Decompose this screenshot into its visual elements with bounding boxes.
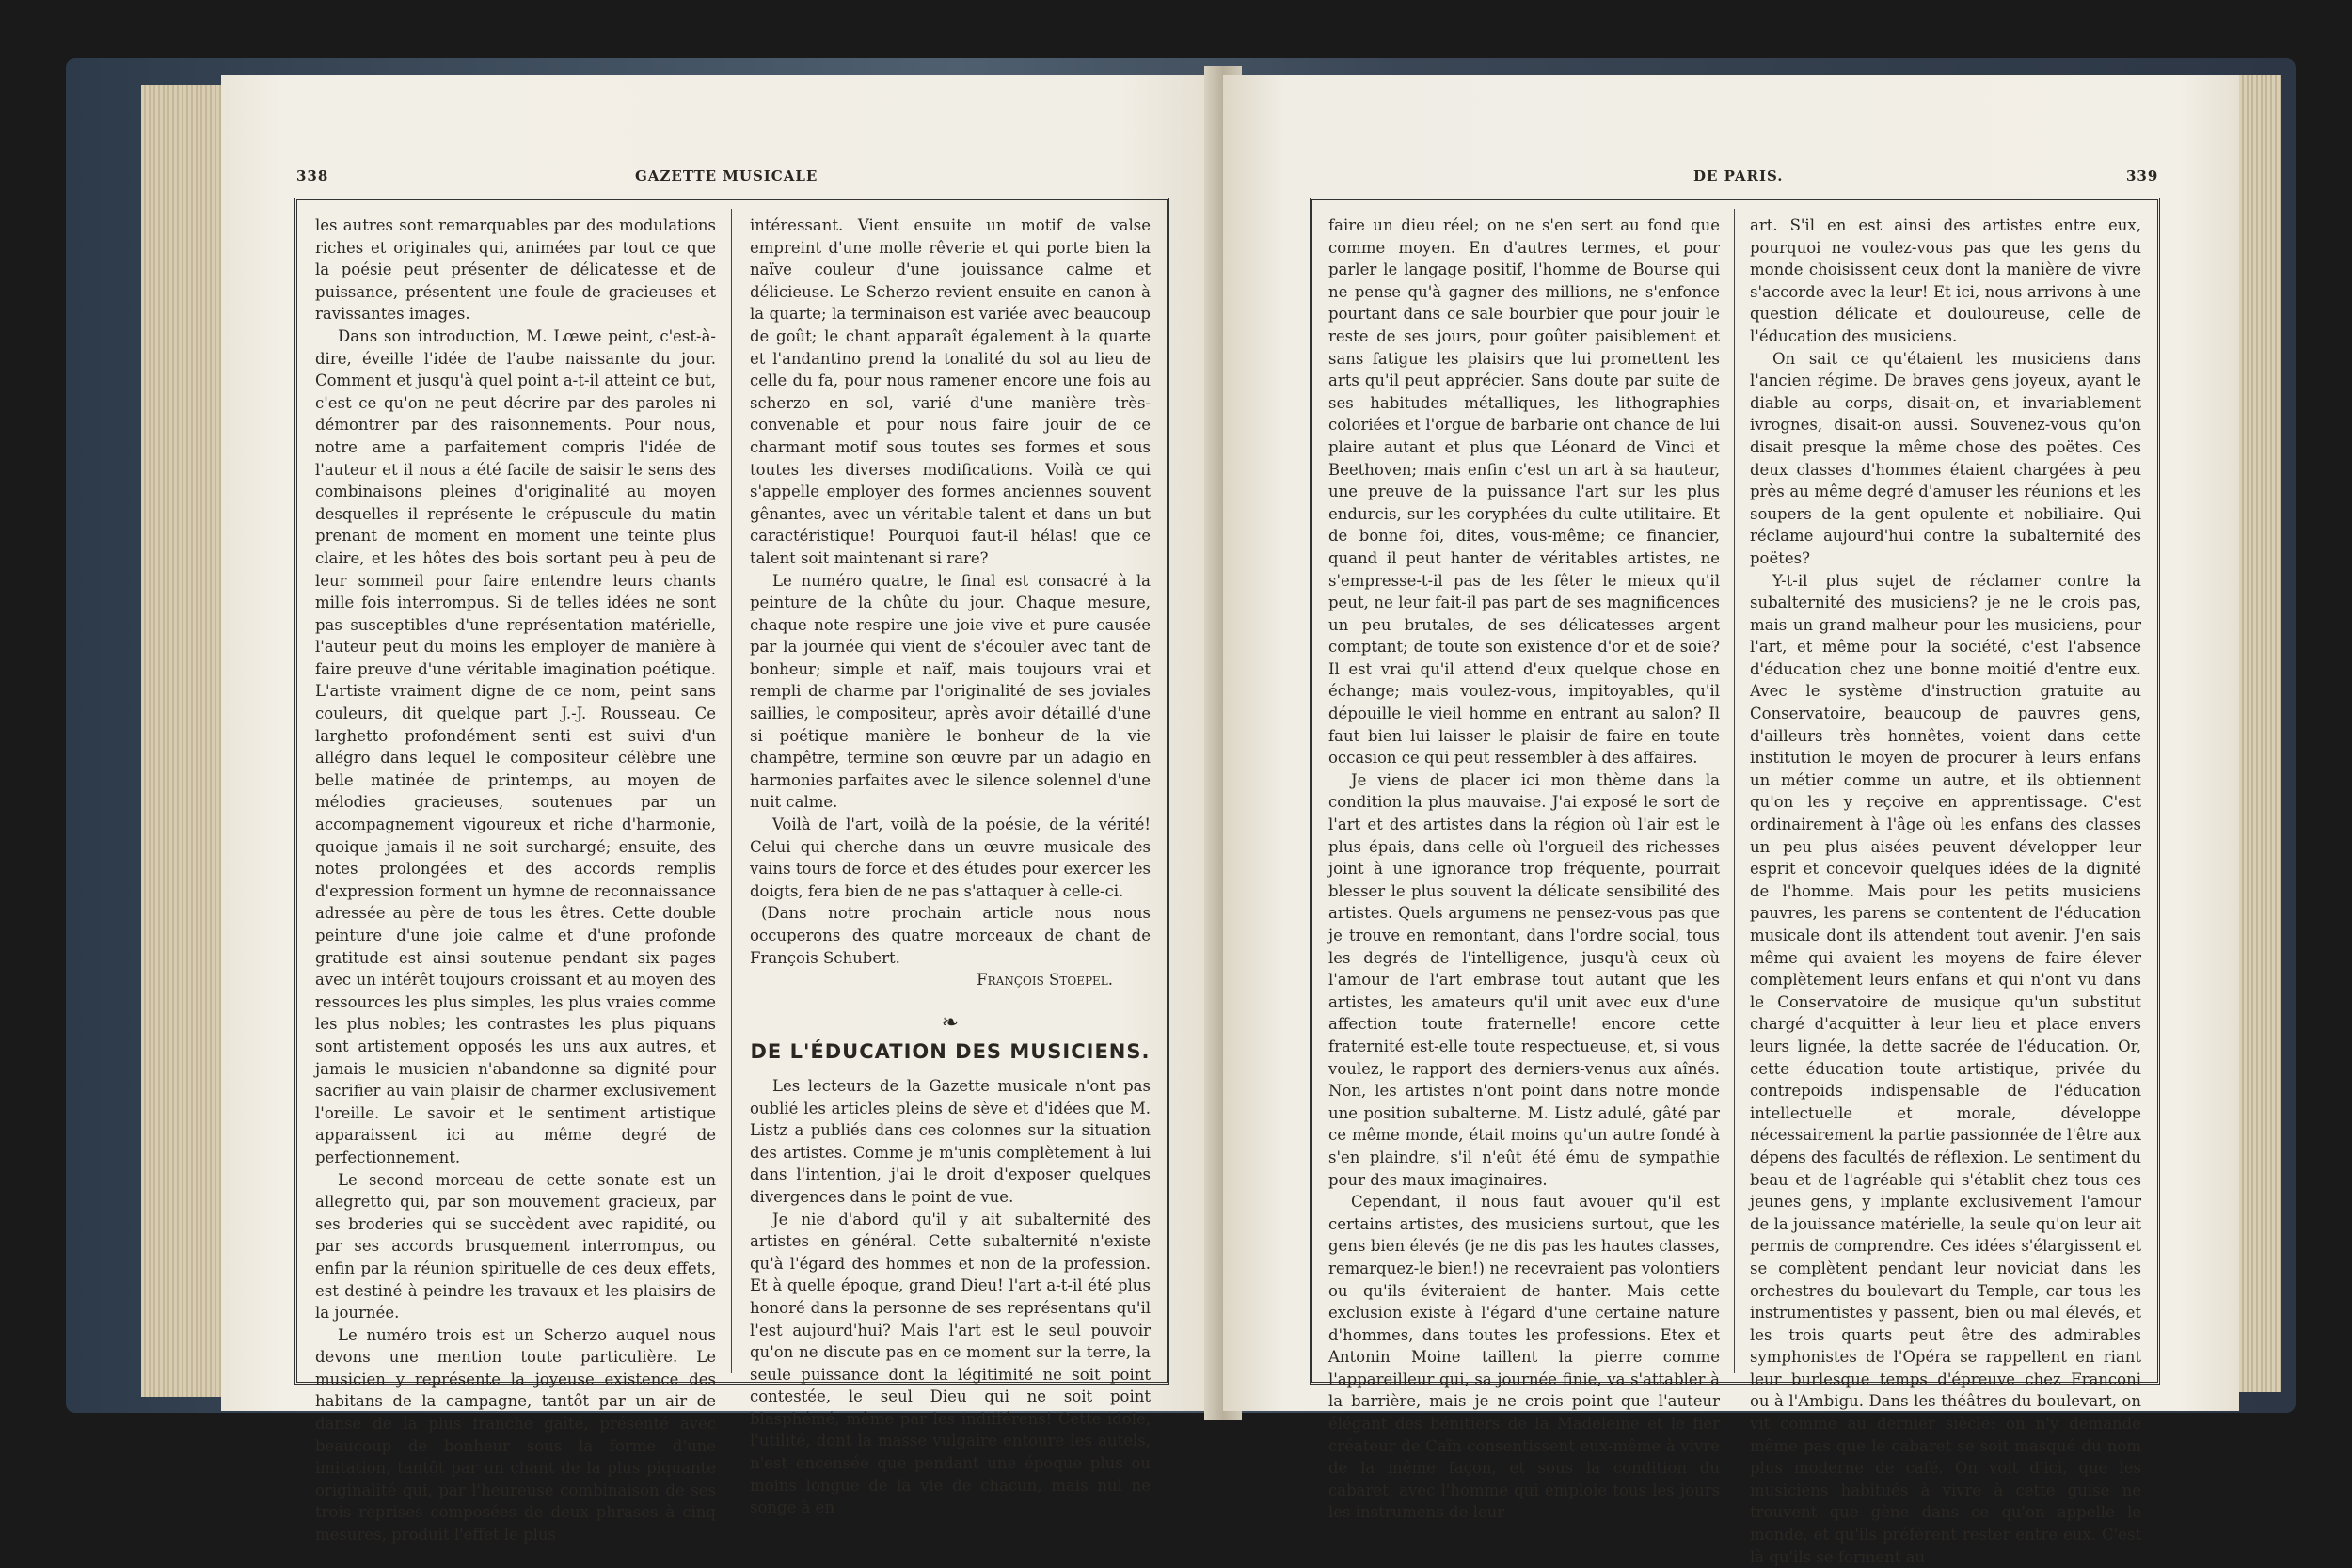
running-head-left: GAZETTE MUSICALE <box>635 167 818 184</box>
right-column-1 <box>1328 214 1720 1524</box>
left-column-2 <box>750 214 1151 1519</box>
paragraph: Je viens de placer ici mon thème dans la condition la plus mauvaise. J'ai exposé le sort de l'art et des artistes dans la région où l'air est le plus épais, dans celle où l'orgueil des richesses joint à une ignorance trop fréquente, pourrait blesser le plus souvent la délicate sensibilité des artistes. Quels argumens ne pensez-vous pas que je trouve en remontant, dans l'ordre social, tous les degrés de l'intelligence, jusqu'à ceux où l'amour de l'art embrase tout autant que les artistes, les amateurs qu'il unit avec eux d'une affection toute fraternelle! encore cette fraternité est-elle toute respectueuse, et, si vous voulez, le rapport des derniers-venus aux aînés. Non, les artistes n'ont point dans notre monde une position subalterne. M. Listz adulé, gâté par ce même monde, était moins qu'un autre fondé à s'en plaindre, s'il n'eût été ému de sympathie pour des maux imaginaires. <box>1328 769 1720 1191</box>
paragraph: Le second morceau de cette sonate est un allegretto qui, par son mouvement gracieux, par ses broderies qui se succèdent avec rapidité, ou par ses accords brusquement interrompus, ou enfin par la réunion spirituelle de ces deux effets, est destiné à peindre les travaux et les plaisirs de la journée. <box>315 1169 716 1324</box>
section-ornament-icon: ❧ <box>750 1012 1151 1035</box>
paragraph: Y-t-il plus sujet de réclamer contre la subalternité des musiciens? je ne le crois pas, mais un grand malheur pour les musiciens, pour l'art, et même pour la société, c'est l'absence d'éducation chez une bonne moitié d'entre eux. Avec le système d'instruction gratuite au Conservatoire, beaucoup de pauvres gens, d'ailleurs très honnêtes, voient dans cette institution le moyen de procurer à leurs enfans un métier comme un autre, et ils obtiennent qu'on les y reçoive en apprentissage. C'est ordinairement à l'âge où les enfans des classes un peu plus aisées peuvent développer leur esprit et concevoir quelques idées de la dignité de l'homme. Mais pour les petits musiciens pauvres, les parens se contentent de l'éducation musicale dont ils attendent tout avenir. J'en sais même qui avaient les moyens de faire élever complètement leurs enfans et qui n'ont vu dans le Conservatoire de musique qu'un substitut chargé d'acquitter à leur lieu et place envers leurs lignée, la dette sacrée de l'éducation. Or, cette éducation toute artistique, privée du contrepoids indispensable de l'éducation intellectuelle et morale, développe nécessairement la partie passionnée de l'être aux dépens des facultés de réflexion. Le sentiment du beau et de l'agréable qui s'établit chez tous ces jeunes gens, y implante exclusivement l'amour de la jouissance matérielle, la seule qu'on leur ait permis de comprendre. Ces idées s'élargissent et se complètent pendant leur noviciat dans les orchestres du boulevart du Temple, car tous les instrumentistes y passent, bien ou mal élevés, et les trois quarts peut être des admirables symphonistes de l'Opéra se rappellent en riant leur burlesque temps d'épreuve chez Franconi ou à l'Ambigu. Dans les théâtres du boulevart, on vit comme au dernier siècle: on n'y demande même pas que le cabaret se soit masqué du nom plus moderne de café. On voit d'ici, que les musiciens habitués à vivre à cette guise ne trouvent que gène dans ce qu'on appelle le monde, et qu'ils préfèrent rester entre eux. C'est là qu'ils se forment au <box>1750 570 2141 1568</box>
paragraph: Le numéro quatre, le final est consacré à la peinture de la chûte du jour. Chaque mesure, chaque note respire une joie vive et pure causée par la journée qui vient de s'écouler avec tant de bonheur; simple et naïf, mais toujours vrai et rempli de charme par l'originalité de ses joviales saillies, le compositeur, après avoir détaillé d'une si poétique manière le bonheur de la vie champêtre, termine son œuvre par un adagio en harmonies parfaites avec le silence solennel d'une nuit calme. <box>750 570 1151 815</box>
page-edges-right <box>2239 75 2281 1392</box>
editor-note: (Dans notre prochain article nous nous occuperons des quatre morceaux de chant de François Schubert. <box>750 902 1151 969</box>
page-number-left: 338 <box>296 167 328 184</box>
column-rule-left <box>731 209 732 1373</box>
paragraph: Cependant, il nous faut avouer qu'il est certains artistes, des musiciens surtout, que les gens bien élevés (je ne dis pas les hautes classes, remarquez-le bien!) ne recevraient pas volontiers ou qu'ils éviteraient de hanter. Mais cette exclusion existe à l'égard d'une certaine nature d'hommes, dans toutes les professions. Etex et Antonin Moine taillent la pierre comme l'appareilleur qui, sa journée finie, va s'attabler à la barrière, mais je ne crois point que l'auteur élégant des bénitiers de la Madeleine et le fier créateur de Caïn consentissent eux-même à vivre de la même façon, et sous la condition du cabaret, avec l'homme qui emploie tous les jours les instrumens de leur <box>1328 1191 1720 1524</box>
paragraph: intéressant. Vient ensuite un motif de valse empreint d'une molle rêverie et qui porte bien la naïve couleur d'une jouissance calme et délicieuse. Le Scherzo revient ensuite en canon à la quarte; la terminaison est variée avec beaucoup de goût; le chant apparaît également à la quarte et l'andantino prend la tonalité du sol au lieu de celle du fa, pour nous ramener encore une fois au scherzo en sol, varié d'une manière très-convenable et pour nous faire jouir de ce charmant motif sous toutes ses formes et sous toutes les diverses modifications. Voilà ce qui s'appelle employer des formes anciennes souvent gênantes, avec un véritable talent et dans un but caractéristique! Pourquoi faut-il hélas! que ce talent soit maintenant si rare? <box>750 214 1151 570</box>
paragraph: faire un dieu réel; on ne s'en sert au fond que comme moyen. En d'autres termes, et pour parler le langage positif, l'homme de Bourse qui ne pense qu'à gagner des millions, ne s'enfonce pourtant dans ce sale bourbier que pour jouir le reste de ses jours, pour goûter paisiblement et sans fatigue les plaisirs que lui promettent les arts qu'il peut apprécier. Sans doute par suite de ses habitudes métalliques, les lithographies coloriées et l'orgue de barbarie ont chance de lui plaire autant et plus que Léonard de Vinci et Beethoven; mais enfin c'est un art à sa hauteur, une preuve de la puissance l'art sur les plus endurcis, sur les coryphées du culte utilitaire. Et de bonne foi, dites, vous-même; ce financier, quand il peut hanter de véritables artistes, ne s'empresse-t-il pas de les fêter le mieux qu'il peut, ne leur fait-il pas part de ses magnificences un peu brutales, de ses délicatesses argent comptant; de toute son existence d'or et de soie? Il est vrai qu'il attend d'eux quelque chose en échange; mais voulez-vous, impitoyables, qu'il dépouille le vieil homme en entrant au salon? Il faut bien lui laisser le plaisir de faire en toute occasion ce qui peut ressembler à des affaires. <box>1328 214 1720 769</box>
author-signature: François Stoepel. <box>750 969 1151 991</box>
paragraph: Le numéro trois est un Scherzo auquel nous devons une mention toute particulière. Le musicien y représente la joyeuse existence des habitans de la campagne, tantôt par un air de danse de la plus franche gaîté, présenté avec beaucoup de bonheur sous la forme d'une imitation, tantôt par un chant de la plus piquante originalité qui, par l'heureuse combinaison de ses trois reprises composées de deux phrases à cinq mesures, produit l'effet le plus <box>315 1324 716 1546</box>
page-number-right: 339 <box>2126 167 2158 184</box>
right-column-2 <box>1750 214 2141 1568</box>
article-heading: DE L'ÉDUCATION DES MUSICIENS. <box>750 1041 1151 1064</box>
paragraph: les autres sont remarquables par des modulations riches et originales qui, animées par tout ce que la poésie peut présenter de délicatesse et de puissance, présentent une foule de gracieuses et ravissantes images. <box>315 214 716 325</box>
left-page <box>221 75 1218 1411</box>
running-head-right: DE PARIS. <box>1693 167 1784 184</box>
paragraph: Voilà de l'art, voilà de la poésie, de la vérité! Celui qui cherche dans un œuvre musicale des vains tours de force et des études pour exercer les doigts, fera bien de ne pas s'attaquer à celle-ci. <box>750 814 1151 902</box>
paragraph: On sait ce qu'étaient les musiciens dans l'ancien régime. De braves gens joyeux, ayant le diable au corps, disait-on, et invariablement ivrognes, disait-on aussi. Souvenez-vous qu'on disait presque la même chose des poëtes. Ces deux classes d'hommes étaient chargées à peu près au même degré d'amuser les réunions et les soupers de la gent opulente et nobiliaire. Qui réclame aujourd'hui contre la subalternité des poëtes? <box>1750 348 2141 570</box>
column-rule-right <box>1734 209 1735 1373</box>
right-page <box>1223 75 2239 1411</box>
paragraph: art. S'il en est ainsi des artistes entre eux, pourquoi ne voulez-vous pas que les gens du monde choisissent ceux dont la manière de vivre s'accorde avec la leur! Et ici, nous arrivons à une question délicate et douloureuse, celle de l'éducation des musiciens. <box>1750 214 2141 348</box>
paragraph: Dans son introduction, M. Lœwe peint, c'est-à-dire, éveille l'idée de l'aube naissante du jour. Comment et jusqu'à quel point a-t-il atteint ce but, c'est ce qu'on ne peut décrire par des paroles ni démontrer par des raisonnements. Pour nous, notre ame a parfaitement compris l'idée de l'auteur et il nous a été facile de saisir le sens des combinaisons pleines d'originalité au moyen desquelles il représente le crépuscule du matin prenant de moment en moment une teinte plus claire, et les hôtes des bois sortant peu à peu de leur sommeil pour faire entendre leurs chants mille fois interrompus. Si de telles idées ne sont pas susceptibles d'une représentation matérielle, l'auteur peut du moins les employer de manière à faire preuve d'une véritable imagination poétique. L'artiste vraiment digne de ce nom, peint sans couleurs, dit quelque part J.-J. Rousseau. Ce larghetto profondément senti est suivi d'un allégro dans lequel le compositeur célèbre une belle matinée de printemps, au moyen de mélodies gracieuses, soutenues par un accompagnement vigoureux et riche d'harmonie, quoique jamais il ne soit surchargé; ensuite, des notes prolongées et des accords remplis d'expression forment un hymne de reconnaissance adressée au père de tous les êtres. Cette double peinture d'une joie calme et d'une profonde gratitude est ainsi soutenue pendant six pages avec un intérêt toujours croissant et au moyen des ressources les plus simples, les plus vraies comme les plus nobles; les contrastes les plus piquans sont artistement opposés les uns aux autres, et jamais le musicien n'abandonne sa dignité pour sacrifier au vain plaisir de charmer exclusivement l'oreille. Le savoir et le sentiment artistique apparaissent ici au même degré de perfectionnement. <box>315 325 716 1169</box>
left-column-1 <box>315 214 716 1546</box>
paragraph: Les lecteurs de la Gazette musicale n'ont pas oublié les articles pleins de sève et d'idées que M. Listz a publiés dans ces colonnes sur la situation des artistes. Comme je m'unis complètement à lui dans l'intention, j'ai le droit d'exposer quelques divergences dans le point de vue. <box>750 1075 1151 1209</box>
page-edges-left <box>141 85 226 1397</box>
paragraph: Je nie d'abord qu'il y ait subalternité des artistes en général. Cette subalternité n'existe qu'à l'égard des hommes et non de la profession. Et à quelle époque, grand Dieu! l'art a-t-il été plus honoré dans la personne de ses représentans qu'il l'est aujourd'hui? Mais l'art est le seul pouvoir qu'on ne discute pas en ce moment sur la terre, la seule puissance dont la légitimité ne soit point contestée, le seul Dieu qui ne soit point blasphémé, même par les indifférens! Cette idole, l'utilité, dont la masse vulgaire entoure les autels, n'est encensée que pendant une époque plus ou moins longue de la vie de chacun, mais nul ne songe à en <box>750 1209 1151 1519</box>
